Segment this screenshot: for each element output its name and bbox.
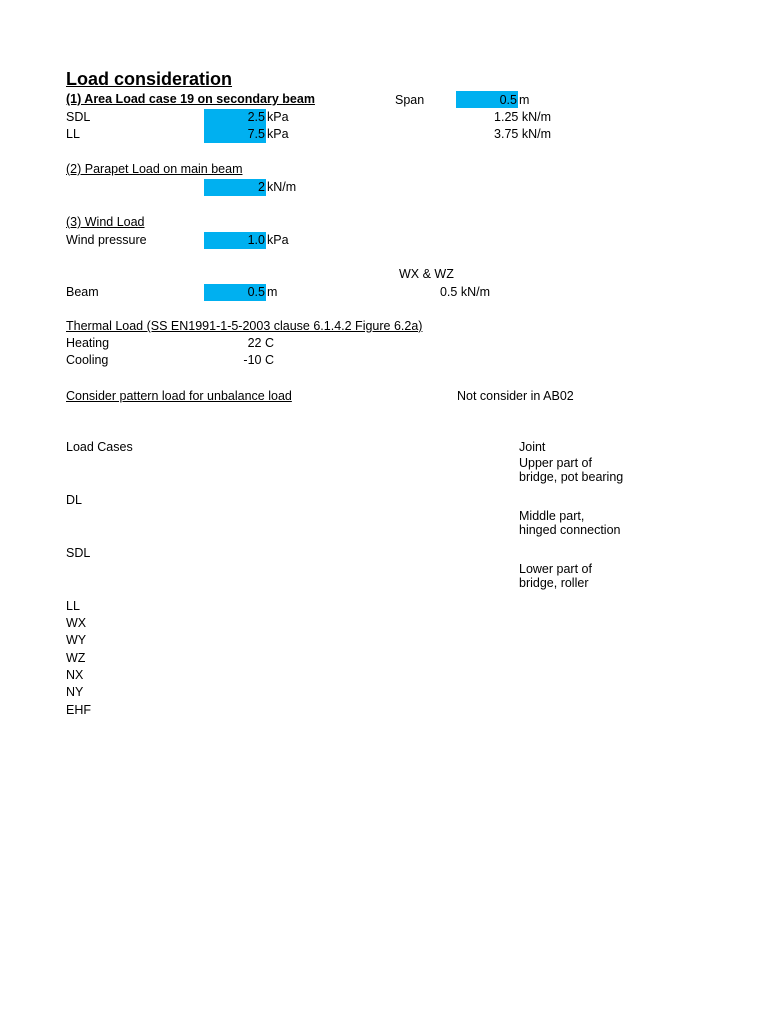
joint-upper-line-2: bridge, pot bearing bbox=[519, 470, 624, 484]
page-title: Load consideration bbox=[66, 69, 233, 89]
load-case-item: EHF bbox=[66, 703, 91, 717]
beam-value: 0.5 bbox=[247, 285, 265, 299]
sdl-unit: kPa bbox=[267, 110, 289, 124]
joint-upper-line-1: Upper part of bbox=[519, 456, 592, 470]
load-case-item: NY bbox=[66, 685, 84, 699]
wind-pressure-value: 1.0 bbox=[247, 233, 265, 247]
beam-unit: m bbox=[267, 285, 278, 299]
span-label: Span bbox=[395, 93, 425, 107]
load-cases-label: Load Cases bbox=[66, 440, 133, 454]
parapet-unit: kN/m bbox=[267, 180, 297, 194]
thermal-heading: Thermal Load (SS EN1991-1-5-2003 clause 6.1.4.2 Figure 6.2a) bbox=[66, 319, 423, 333]
joint-middle-line-1: Middle part, bbox=[519, 509, 585, 523]
load-case-item: WZ bbox=[66, 651, 86, 665]
parapet-value: 2 bbox=[258, 180, 265, 194]
pattern-load-note: Not consider in AB02 bbox=[457, 389, 574, 403]
span-unit: m bbox=[519, 93, 530, 107]
wind-pressure-unit: kPa bbox=[267, 233, 289, 247]
ll-unit: kPa bbox=[267, 127, 289, 141]
load-case-item: DL bbox=[66, 493, 82, 507]
joint-lower-line-2: bridge, roller bbox=[519, 576, 589, 590]
wind-pressure-label: Wind pressure bbox=[66, 233, 147, 247]
cooling-label: Cooling bbox=[66, 353, 109, 367]
sdl-line-load: 1.25 kN/m bbox=[494, 110, 551, 124]
parapet-heading: (2) Parapet Load on main beam bbox=[66, 162, 243, 176]
beam-line-load: 0.5 kN/m bbox=[439, 285, 490, 299]
span-value: 0.5 bbox=[499, 93, 517, 107]
load-case-item: WY bbox=[66, 633, 87, 647]
beam-label: Beam bbox=[66, 285, 99, 299]
heating-label: Heating bbox=[66, 336, 110, 350]
wind-heading: (3) Wind Load bbox=[66, 215, 145, 229]
wind-direction-label: WX & WZ bbox=[399, 267, 454, 281]
joint-lower-line-1: Lower part of bbox=[519, 562, 592, 576]
cooling-value: -10 C bbox=[243, 353, 274, 367]
sdl-value: 2.5 bbox=[247, 110, 265, 124]
ll-line-load: 3.75 kN/m bbox=[494, 127, 551, 141]
ll-label: LL bbox=[66, 127, 80, 141]
load-case-item: WX bbox=[66, 616, 87, 630]
heating-value: 22 C bbox=[247, 336, 274, 350]
sdl-label: SDL bbox=[66, 110, 91, 124]
pattern-load-text: Consider pattern load for unbalance load bbox=[66, 389, 292, 403]
load-case-item: LL bbox=[66, 599, 80, 613]
joint-label: Joint bbox=[519, 440, 546, 454]
ll-value: 7.5 bbox=[247, 127, 265, 141]
load-case-item: NX bbox=[66, 668, 84, 682]
area-load-heading: (1) Area Load case 19 on secondary beam bbox=[66, 92, 315, 106]
load-case-item: SDL bbox=[66, 546, 91, 560]
joint-middle-line-2: hinged connection bbox=[519, 523, 621, 537]
